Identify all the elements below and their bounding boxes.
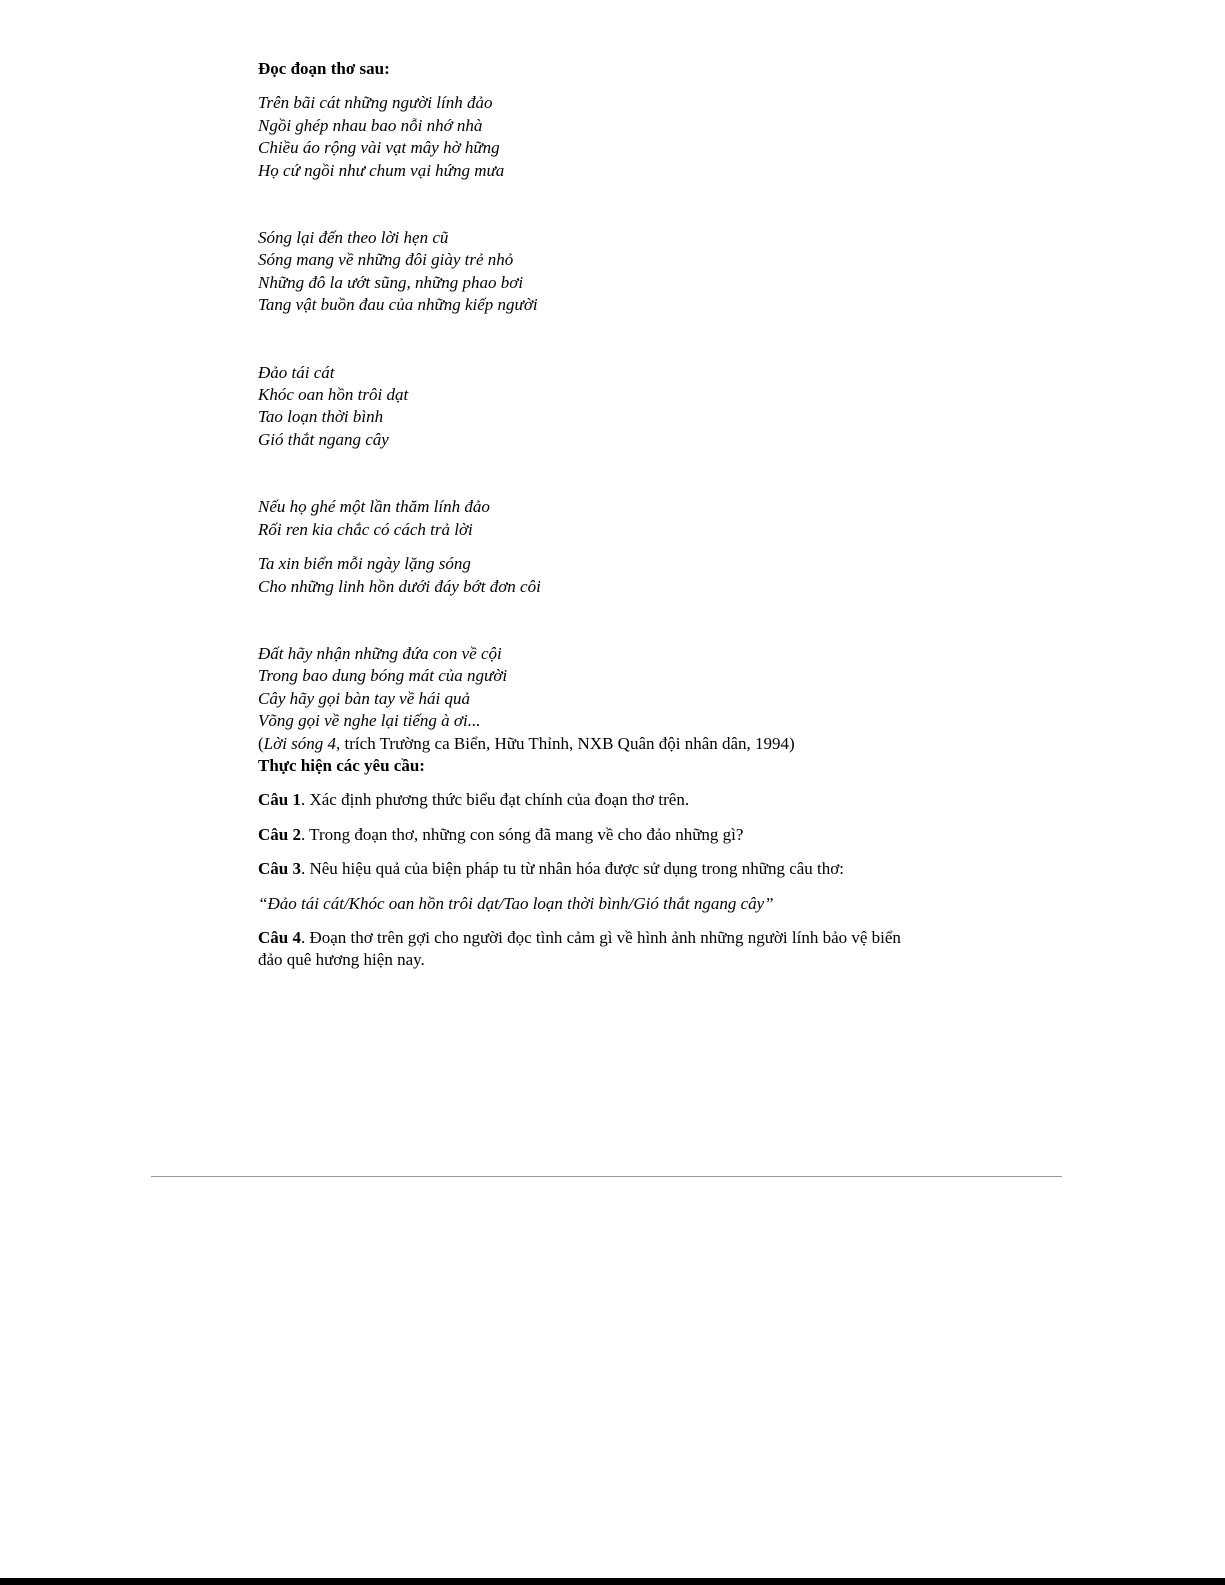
- question-label: Câu 4: [258, 927, 301, 947]
- question-1: [258, 789, 958, 811]
- question-text: . Nêu hiệu quả của biện pháp tu từ nhân hóa được sử dụng trong những câu thơ:: [300, 859, 844, 879]
- page-divider: [151, 1176, 1062, 1177]
- verse-line: Nếu họ ghé một lần thăm lính đảo: [258, 497, 490, 517]
- stanza-6: [258, 643, 958, 733]
- reading-instruction-heading: Đọc đoạn thơ sau:: [258, 59, 390, 78]
- verse-line: Cho những linh hồn dưới đáy bớt đơn côi: [258, 576, 541, 596]
- document-page: [258, 58, 958, 972]
- question-label: Câu 2: [258, 824, 301, 844]
- stanza-4: [258, 496, 958, 541]
- question-label: Câu 3: [258, 859, 301, 879]
- verse-line: Võng gọi về nghe lại tiếng à ơi...: [258, 711, 481, 731]
- verse-line: Đất hãy nhận những đứa con về cội: [258, 643, 502, 663]
- verse-line: Ngồi ghép nhau bao nỗi nhớ nhà: [258, 115, 483, 135]
- quoted-verse: “Đảo tái cát/Khóc oan hồn trôi dạt/Tao loạn thời bình/Gió thắt ngang cây”: [258, 893, 774, 913]
- question-text-continued: đảo quê hương hiện nay.: [258, 950, 425, 970]
- verse-line: Những đô la ướt sũng, những phao bơi: [258, 272, 524, 292]
- verse-line: Tao loạn thời bình: [258, 407, 384, 427]
- verse-line: Họ cứ ngồi như chum vại hứng mưa: [258, 160, 505, 180]
- question-text: . Xác định phương thức biểu đạt chính của đoạn thơ trên.: [300, 790, 690, 810]
- verse-line: Chiều áo rộng vài vạt mây hờ hững: [258, 138, 500, 158]
- question-4: [258, 927, 958, 972]
- question-label: Câu 1: [258, 790, 301, 810]
- question-2: [258, 824, 958, 846]
- verse-line: Ta xin biển mỗi ngày lặng sóng: [258, 554, 471, 574]
- verse-line: Gió thắt ngang cây: [258, 429, 389, 449]
- verse-line: Trên bãi cát những người lính đảo: [258, 93, 493, 113]
- citation-source: , trích Trường ca Biển, Hữu Thỉnh, NXB Quân đội nhân dân, 1994): [336, 733, 795, 753]
- bottom-border: [0, 1578, 1225, 1585]
- verse-line: Rối ren kia chắc có cách trả lời: [258, 519, 473, 539]
- verse-line: Cây hãy gọi bàn tay về hái quả: [258, 688, 470, 708]
- verse-line: Sóng mang về những đôi giày trẻ nhỏ: [258, 250, 514, 270]
- verse-line: Sóng lại đến theo lời hẹn cũ: [258, 228, 449, 248]
- verse-line: Tang vật buồn đau của những kiếp người: [258, 295, 538, 315]
- citation-open: (: [258, 733, 264, 753]
- citation-title: Lời sóng 4: [263, 733, 337, 753]
- verse-line: Khóc oan hồn trôi dạt: [258, 385, 409, 405]
- requirements-heading: Thực hiện các yêu cầu:: [258, 755, 425, 775]
- verse-line: Đảo tái cát: [258, 362, 335, 382]
- poem-citation: [258, 733, 958, 755]
- stanza-1: [258, 92, 958, 182]
- stanza-3: [258, 362, 958, 452]
- stanza-2: [258, 227, 958, 317]
- stanza-5: [258, 553, 958, 598]
- question-text: . Đoạn thơ trên gợi cho người đọc tình cảm gì về hình ảnh những người lính bảo vệ biển: [300, 927, 901, 947]
- question-text: . Trong đoạn thơ, những con sóng đã mang về cho đảo những gì?: [300, 824, 744, 844]
- question-3: [258, 858, 958, 880]
- verse-line: Trong bao dung bóng mát của người: [258, 666, 508, 686]
